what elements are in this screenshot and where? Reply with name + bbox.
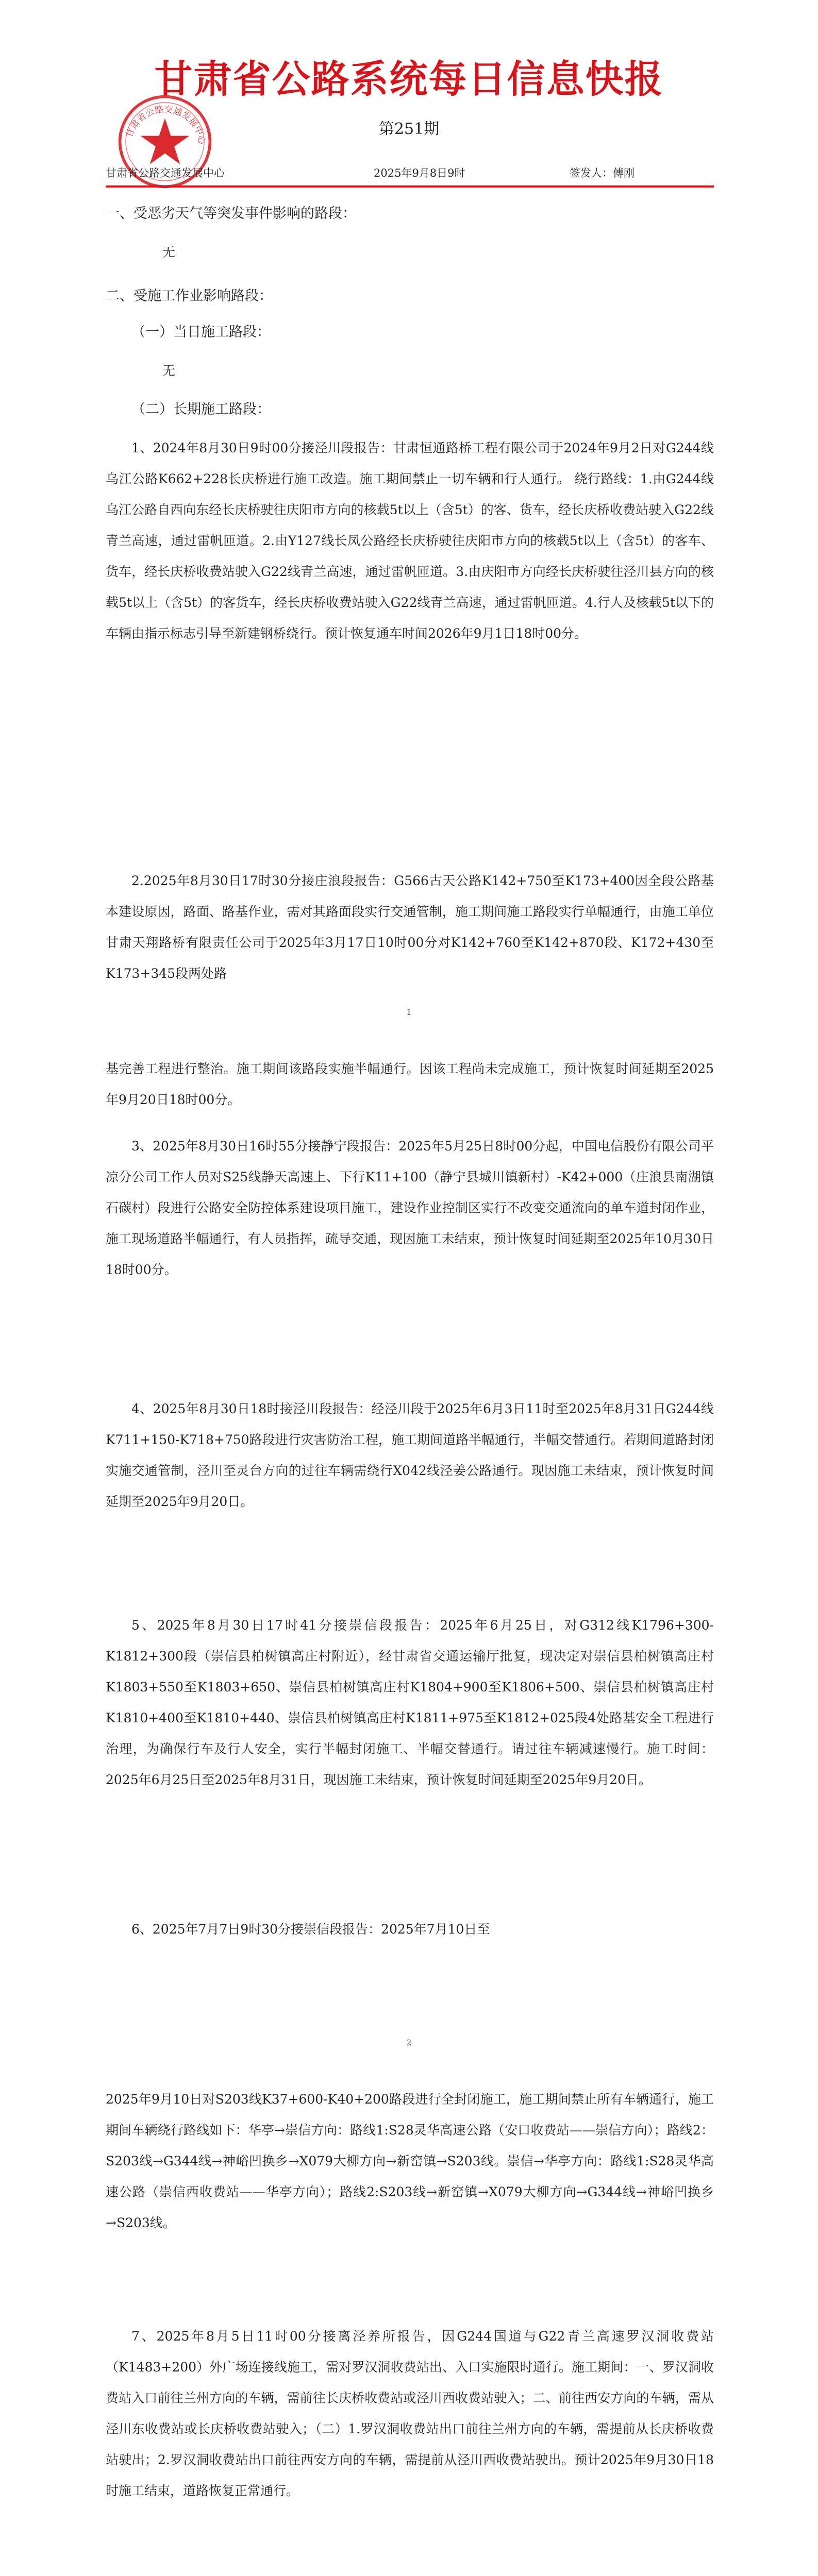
- svg-text:甘肃省公路交通发展中心: 甘肃省公路交通发展中心: [124, 104, 207, 145]
- section-heading-2: 二、受施工作业影响路段：: [106, 288, 273, 304]
- page-number: 1: [406, 1007, 412, 1017]
- paragraph-2-part-2: 基完善工程进行整治。施工期间该路段实施半幅通行。因该工程尚未完成施工，预计恢复时间延期至2025年9月20日18时00分。: [106, 1061, 714, 1107]
- subsection-long-term: （二）长期施工路段：: [131, 401, 271, 417]
- report-title: 甘肃省公路系统每日信息快报: [154, 57, 664, 101]
- paragraph-6-part-1: 6、2025年7月7日9时30分接崇信段报告：2025年7月10日至: [131, 1922, 490, 1937]
- paragraph-1: 1、2024年8月30日9时00分接泾川段报告：甘肃恒通路桥工程有限公司于2024年9月2日对G244线乌江公路K662+228长庆桥进行施工改造。施工期间禁止一切车辆和行人通行。 绕行路线：1.由G244线乌江公路自西向东经长庆桥驶往庆阳市方向的核载5t以上（含5t）的客、货车，经长庆桥收费站驶入G22线青兰高速，通过雷帆匝道。2.由Y127线长凤公路经长庆桥驶往庆阳市方向的核载5t以上（含5t）的客车、货车，经长庆桥收费站驶入G22线青兰高速，通过雷帆匝道。3.由庆阳市方向经长庆桥驶往泾川县方向的核载5t以上（含5t）的客货车，经长庆桥收费站驶入G22线青兰高速，通过雷帆匝道。4.行人及核载5t以下的车辆由指示标志引导至新建钢桥绕行。预计恢复通车时间2026年9月1日18时00分。: [106, 440, 714, 641]
- signer: 签发人：傅刚: [570, 167, 635, 179]
- paragraph-3: 3、2025年8月30日16时55分接静宁段报告：2025年5月25日8时00分起，中国电信股份有限公司平凉分公司工作人员对S25线静天高速上、下行K11+100（静宁县城川镇新村）-K42+000（庄浪县南湖镇石碳村）段进行公路安全防控体系建设项目施工，建设作业控制区实行不改变交通流向的单车道封闭作业，施工现场道路半幅通行，有人员指挥，疏导交通，现因施工未结束，预计恢复时间延期至2025年10月30日18时00分。: [106, 1139, 714, 1277]
- subsection-current-day: （一）当日施工路段：: [131, 324, 271, 340]
- header-divider: [106, 185, 714, 188]
- section-1-value: 无: [162, 245, 176, 260]
- section-heading-1: 一、受恶劣天气等突发事件影响的路段：: [106, 206, 356, 222]
- issue-number: 第251期: [378, 120, 440, 138]
- paragraph-2-part-1: 2.2025年8月30日17时30分接庄浪段报告：G566古天公路K142+750至K173+400因全段公路基本建设原因，路面、路基作业，需对其路面段实行交通管制，施工期间施工路段实行单幅通行，由施工单位甘肃天翔路桥有限责任公司于2025年3月17日10时00分对K142+760至K142+870段、K172+430至K173+345段两处路: [106, 873, 714, 981]
- report-date: 2025年9月8日9时: [374, 167, 465, 179]
- subsection-current-day-value: 无: [162, 363, 176, 378]
- issuing-unit: 甘肃省公路交通发展中心: [106, 167, 225, 179]
- page-number: 2: [406, 2038, 412, 2047]
- paragraph-4: 4、2025年8月30日18时接泾川段报告：经泾川段于2025年6月3日11时至2025年8月31日G244线K711+150-K718+750路段进行灾害防治工程，施工期间道路半幅通行，半幅交替通行。若期间道路封闭实施交通管制，泾川至灵台方向的过往车辆需绕行X042线泾姜公路通行。现因施工未结束，预计恢复时间延期至2025年9月20日。: [106, 1401, 714, 1509]
- paragraph-7: 7、2025年8月5日11时00分接离泾养所报告，因G244国道与G22青兰高速罗汉洞收费站（K1483+200）外广场连接线施工，需对罗汉洞收费站出、入口实施限时通行。施工期间：一、罗汉洞收费站入口前往兰州方向的车辆，需前往长庆桥收费站或泾川西收费站驶入；二、前往西安方向的车辆，需从泾川东收费站或长庆桥收费站驶入；（二）1.罗汉洞收费站出口前往兰州方向的车辆，需提前从长庆桥收费站驶出；2.罗汉洞收费站出口前往西安方向的车辆，需提前从泾川西收费站驶出。预计2025年9月30日18时施工结束，道路恢复正常通行。: [106, 2329, 714, 2498]
- report-meta: [106, 165, 714, 180]
- paragraph-6-part-2: 2025年9月10日对S203线K37+600-K40+200路段进行全封闭施工，施工期间禁止所有车辆通行，施工期间车辆绕行路线如下：华亭→崇信方向：路线1:S28灵华高速公路（安口收费站——崇信方向）；路线2：S203线→G344线→神峪凹换乡→X079大柳方向→新窑镇→S203线。崇信→华亭方向：路线1:S28灵华高速公路（崇信西收费站——华亭方向）；路线2:S203线→新窑镇→X079大柳方向→G344线→神峪凹换乡→S203线。: [106, 2092, 714, 2230]
- paragraph-5: 5、2025年8月30日17时41分接崇信段报告：2025年6月25日，对G312线K1796+300-K1812+300段（崇信县柏树镇高庄村附近），经甘肃省交通运输厅批复，现决定对崇信县柏树镇高庄村K1803+550至K1803+650、崇信县柏树镇高庄村K1804+900至K1806+500、崇信县柏树镇高庄村K1810+400至K1810+440、崇信县柏树镇高庄村K1811+975至K1812+025段4处路基安全工程进行治理，为确保行车及行人安全，实行半幅封闭施工、半幅交替通行。请过往车辆减速慢行。施工时间：2025年6月25日至2025年8月31日，现因施工未结束，预计恢复时间延期至2025年9月20日。: [106, 1618, 714, 1787]
